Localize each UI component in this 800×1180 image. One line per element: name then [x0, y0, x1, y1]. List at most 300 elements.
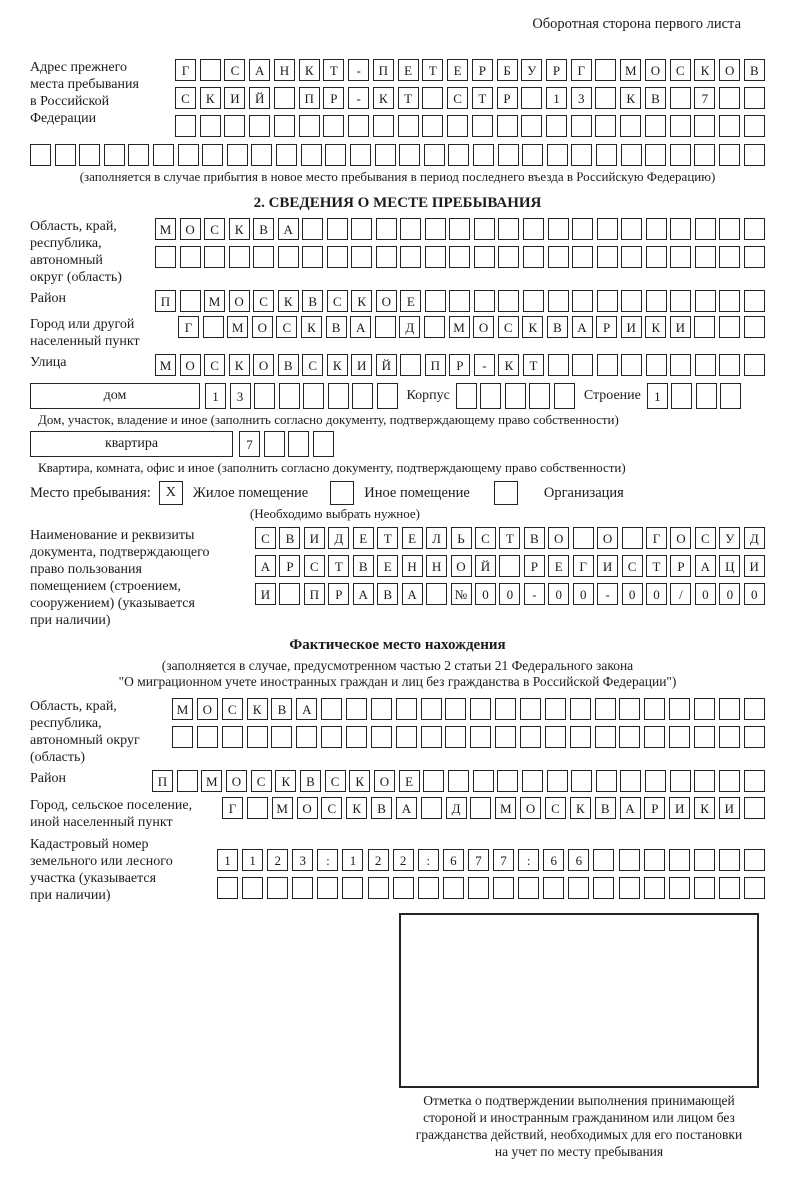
form-cell — [227, 144, 248, 166]
form-cell — [695, 290, 716, 312]
label-line: участка (указывается — [30, 871, 157, 886]
factual-city-label — [30, 797, 222, 831]
korpus-cells — [456, 383, 575, 409]
form-cell — [719, 354, 740, 376]
form-cell — [448, 144, 469, 166]
form-cell — [645, 115, 666, 137]
apartment-number-cells — [239, 431, 334, 457]
form-cell — [571, 144, 592, 166]
form-cell: В — [377, 583, 398, 605]
form-cell — [423, 770, 444, 792]
form-cell — [593, 849, 614, 871]
ownership-document-row-3 — [255, 583, 765, 605]
label-line: (область) — [30, 750, 86, 765]
form-cell: В — [595, 797, 616, 819]
form-cell — [472, 115, 493, 137]
factual-district-label: Район — [30, 771, 66, 786]
form-cell — [522, 144, 543, 166]
form-cell — [645, 770, 666, 792]
form-cell: М — [155, 218, 176, 240]
form-cell: - — [348, 59, 369, 81]
form-cell: - — [474, 354, 495, 376]
form-cell: С — [447, 87, 468, 109]
form-cell: К — [247, 698, 268, 720]
form-cell — [529, 383, 550, 409]
form-cell — [568, 877, 589, 899]
form-cell — [376, 218, 397, 240]
form-cell — [254, 383, 275, 409]
field-street — [30, 354, 765, 376]
form-cell — [719, 316, 740, 338]
form-cell — [696, 383, 717, 409]
form-cell — [595, 115, 616, 137]
form-cell: Ь — [451, 527, 472, 549]
form-cell — [744, 698, 765, 720]
form-cell — [398, 115, 419, 137]
label-line: земельного или лесного — [30, 854, 173, 869]
form-cell — [470, 698, 491, 720]
form-cell — [350, 144, 371, 166]
form-cell — [719, 290, 740, 312]
form-cell — [204, 246, 225, 268]
form-cell — [695, 218, 716, 240]
form-cell: 0 — [744, 583, 765, 605]
form-cell: К — [327, 354, 348, 376]
form-cell: О — [597, 527, 618, 549]
form-cell: К — [301, 316, 322, 338]
form-cell: К — [349, 770, 370, 792]
label-line: Город, сельское поселение, — [30, 798, 193, 813]
form-cell: Е — [377, 555, 398, 577]
form-cell — [670, 115, 691, 137]
form-cell — [264, 431, 285, 457]
form-cell: Г — [178, 316, 199, 338]
form-cell — [202, 144, 223, 166]
form-cell: 0 — [695, 583, 716, 605]
form-cell — [377, 383, 398, 409]
form-cell — [271, 726, 292, 748]
form-cell — [596, 144, 617, 166]
form-cell — [744, 316, 765, 338]
label-line: места пребывания — [30, 77, 139, 92]
form-cell — [197, 726, 218, 748]
form-cell: С — [304, 555, 325, 577]
form-cell — [421, 726, 442, 748]
form-cell: С — [545, 797, 566, 819]
form-cell: 7 — [239, 431, 260, 457]
form-cell — [595, 726, 616, 748]
form-cell — [79, 144, 100, 166]
form-cell — [548, 246, 569, 268]
form-cell: Г — [175, 59, 196, 81]
label-line: Область, край, — [30, 699, 117, 714]
form-cell — [497, 770, 518, 792]
form-cell: 0 — [573, 583, 594, 605]
form-cell: П — [155, 290, 176, 312]
previous-address-row-1 — [175, 59, 765, 81]
form-cell — [694, 770, 715, 792]
form-cell — [644, 877, 665, 899]
form-cell: Т — [646, 555, 667, 577]
form-cell — [619, 849, 640, 871]
form-cell: С — [276, 316, 297, 338]
form-cell: Е — [399, 770, 420, 792]
form-cell: У — [521, 59, 542, 81]
form-cell — [342, 877, 363, 899]
form-cell — [473, 770, 494, 792]
form-cell: Е — [402, 527, 423, 549]
form-cell: А — [350, 316, 371, 338]
region-row-2 — [155, 246, 765, 268]
form-cell: О — [253, 354, 274, 376]
form-cell — [523, 246, 544, 268]
form-cell: О — [297, 797, 318, 819]
form-cell — [229, 246, 250, 268]
apartment-type-box: квартира — [30, 431, 233, 457]
form-cell: К — [229, 354, 250, 376]
form-cell — [104, 144, 125, 166]
form-cell: : — [317, 849, 338, 871]
stay-place-label: Место пребывания: — [30, 484, 151, 501]
form-cell: В — [253, 218, 274, 240]
form-cell: Р — [644, 797, 665, 819]
form-cell: 3 — [230, 383, 251, 409]
form-cell — [400, 246, 421, 268]
form-cell: В — [278, 354, 299, 376]
form-cell — [313, 431, 334, 457]
form-cell: 7 — [694, 87, 715, 109]
form-cell: Ц — [719, 555, 740, 577]
checkbox-residential: X — [159, 481, 183, 505]
form-cell: М — [204, 290, 225, 312]
form-cell: О — [252, 316, 273, 338]
form-cell: Р — [328, 583, 349, 605]
label-line: Адрес прежнего — [30, 60, 127, 75]
factual-city-row — [222, 797, 765, 819]
previous-address-note: (заполняется в случае прибытия в новое место пребывания в период последнего въезда в Российскую Федерацию) — [79, 169, 716, 184]
form-cell — [373, 115, 394, 137]
label-line: республика, — [30, 236, 102, 251]
form-cell: - — [597, 583, 618, 605]
form-cell — [396, 698, 417, 720]
form-cell: О — [670, 527, 691, 549]
form-cell — [547, 770, 568, 792]
field-region — [30, 218, 765, 286]
form-cell — [418, 877, 439, 899]
form-cell — [376, 246, 397, 268]
form-cell: Т — [377, 527, 398, 549]
form-cell: К — [694, 797, 715, 819]
form-cell: В — [547, 316, 568, 338]
form-cell: А — [249, 59, 270, 81]
form-cell — [495, 698, 516, 720]
form-cell: М — [172, 698, 193, 720]
region-row-1 — [155, 218, 765, 240]
form-cell: К — [299, 59, 320, 81]
form-cell: О — [374, 770, 395, 792]
form-cell: Д — [328, 527, 349, 549]
form-cell — [424, 144, 445, 166]
form-cell — [375, 316, 396, 338]
form-cell — [267, 877, 288, 899]
street-row — [155, 354, 765, 376]
form-cell: Й — [376, 354, 397, 376]
form-cell — [694, 144, 715, 166]
form-cell: В — [271, 698, 292, 720]
form-cell: К — [570, 797, 591, 819]
form-cell — [669, 726, 690, 748]
cadastral-number-label — [30, 836, 217, 904]
house-number-cells — [205, 383, 398, 409]
form-cell — [695, 354, 716, 376]
form-cell — [299, 115, 320, 137]
form-cell: О — [548, 527, 569, 549]
form-cell: П — [304, 583, 325, 605]
form-cell: Е — [353, 527, 374, 549]
form-cell — [498, 246, 519, 268]
form-cell — [694, 316, 715, 338]
form-cell — [399, 144, 420, 166]
form-cell — [620, 770, 641, 792]
previous-address-row-2 — [175, 87, 765, 109]
stroenie-cells — [647, 383, 742, 409]
option-other-premises-label: Иное помещение — [364, 484, 470, 501]
stay-place-note: (Необходимо выбрать нужное) — [249, 506, 421, 521]
form-cell: С — [622, 555, 643, 577]
form-cell — [499, 555, 520, 577]
form-cell: Б — [497, 59, 518, 81]
label-line: автономный — [30, 253, 103, 268]
form-cell — [621, 354, 642, 376]
form-cell: 7 — [493, 849, 514, 871]
form-cell: Р — [670, 555, 691, 577]
form-cell — [644, 849, 665, 871]
form-cell — [249, 115, 270, 137]
form-cell: Г — [573, 555, 594, 577]
form-cell — [473, 144, 494, 166]
form-cell: В — [302, 290, 323, 312]
form-cell — [670, 87, 691, 109]
form-cell — [217, 877, 238, 899]
house-row — [30, 383, 765, 409]
form-cell — [719, 726, 740, 748]
form-cell: А — [353, 583, 374, 605]
form-cell — [302, 218, 323, 240]
form-cell — [646, 354, 667, 376]
form-cell: В — [371, 797, 392, 819]
form-cell — [247, 726, 268, 748]
form-cell: Т — [398, 87, 419, 109]
form-cell: 2 — [267, 849, 288, 871]
form-cell — [596, 770, 617, 792]
form-cell: О — [229, 290, 250, 312]
form-cell: : — [418, 849, 439, 871]
form-cell: М — [155, 354, 176, 376]
form-cell — [253, 246, 274, 268]
form-cell: № — [451, 583, 472, 605]
form-cell — [480, 383, 501, 409]
form-cell — [597, 354, 618, 376]
form-cell — [744, 770, 765, 792]
form-cell — [597, 290, 618, 312]
form-cell: А — [296, 698, 317, 720]
page-header: Оборотная сторона первого листа — [532, 16, 741, 32]
form-cell — [276, 144, 297, 166]
form-cell: С — [204, 218, 225, 240]
form-cell: М — [620, 59, 641, 81]
form-cell — [421, 797, 442, 819]
form-cell — [30, 144, 51, 166]
form-cell: С — [302, 354, 323, 376]
form-cell — [571, 770, 592, 792]
form-cell: 0 — [719, 583, 740, 605]
form-cell: У — [719, 527, 740, 549]
form-cell — [646, 246, 667, 268]
label-line: при наличии) — [30, 613, 111, 628]
form-cell — [719, 849, 740, 871]
street-label: Улица — [30, 355, 67, 370]
form-cell — [371, 726, 392, 748]
form-cell — [744, 849, 765, 871]
form-cell: О — [197, 698, 218, 720]
form-cell — [200, 59, 221, 81]
form-cell: 6 — [543, 849, 564, 871]
form-cell: Г — [646, 527, 667, 549]
form-cell: 3 — [292, 849, 313, 871]
form-cell — [325, 144, 346, 166]
form-cell: В — [353, 555, 374, 577]
checkbox-organization — [494, 481, 518, 505]
form-cell — [670, 144, 691, 166]
form-cell — [351, 246, 372, 268]
form-cell: И — [304, 527, 325, 549]
form-cell — [548, 218, 569, 240]
form-cell — [595, 59, 616, 81]
district-row — [155, 290, 765, 312]
form-cell — [670, 218, 691, 240]
form-cell — [719, 144, 740, 166]
form-cell — [595, 87, 616, 109]
form-cell — [597, 218, 618, 240]
form-cell: - — [524, 583, 545, 605]
form-cell — [572, 218, 593, 240]
form-cell — [449, 290, 470, 312]
form-cell — [178, 144, 199, 166]
factual-region-row-2 — [172, 726, 765, 748]
form-cell: В — [326, 316, 347, 338]
form-cell: С — [175, 87, 196, 109]
form-cell: М — [449, 316, 470, 338]
field-previous-address — [30, 59, 765, 137]
form-cell — [744, 144, 765, 166]
form-cell: К — [620, 87, 641, 109]
form-cell: В — [645, 87, 666, 109]
form-cell — [670, 770, 691, 792]
form-cell: К — [278, 290, 299, 312]
form-cell — [443, 877, 464, 899]
form-cell — [719, 246, 740, 268]
form-cell — [175, 115, 196, 137]
form-cell — [203, 316, 224, 338]
form-cell: К — [522, 316, 543, 338]
form-cell — [744, 354, 765, 376]
factual-location-title: Фактическое место нахождения — [289, 637, 506, 653]
form-cell — [180, 246, 201, 268]
previous-address-label — [30, 59, 175, 127]
form-cell: О — [180, 218, 201, 240]
form-cell — [274, 115, 295, 137]
form-cell — [543, 877, 564, 899]
form-cell — [493, 877, 514, 899]
form-cell — [547, 144, 568, 166]
ownership-document-label — [30, 527, 255, 629]
form-cell: 6 — [568, 849, 589, 871]
form-cell — [55, 144, 76, 166]
form-cell — [548, 290, 569, 312]
form-cell: К — [346, 797, 367, 819]
form-cell: 0 — [475, 583, 496, 605]
form-cell — [292, 877, 313, 899]
label-line: Область, край, — [30, 219, 117, 234]
field-ownership-document — [30, 527, 765, 629]
form-cell — [371, 698, 392, 720]
form-cell — [548, 354, 569, 376]
form-cell: А — [396, 797, 417, 819]
form-cell — [520, 698, 541, 720]
label-line: при наличии) — [30, 888, 111, 903]
form-cell — [669, 877, 690, 899]
form-cell: 2 — [393, 849, 414, 871]
form-cell — [327, 218, 348, 240]
form-cell: Д — [399, 316, 420, 338]
form-cell — [669, 698, 690, 720]
form-cell — [744, 218, 765, 240]
form-cell: М — [272, 797, 293, 819]
form-cell: С — [325, 770, 346, 792]
form-cell — [351, 218, 372, 240]
form-cell: Р — [546, 59, 567, 81]
form-cell — [694, 726, 715, 748]
form-cell: С — [475, 527, 496, 549]
form-cell — [671, 383, 692, 409]
form-cell — [621, 290, 642, 312]
form-cell: А — [402, 583, 423, 605]
form-cell: С — [224, 59, 245, 81]
form-cell — [327, 246, 348, 268]
previous-address-overflow-row — [30, 144, 765, 166]
form-cell — [449, 246, 470, 268]
city-row — [178, 316, 765, 338]
form-cell: С — [498, 316, 519, 338]
form-cell: О — [376, 290, 397, 312]
label-line: гражданства действий, необходимых для его постановки — [415, 1127, 743, 1142]
form-cell — [744, 877, 765, 899]
form-cell — [498, 290, 519, 312]
form-cell — [719, 115, 740, 137]
field-district — [30, 290, 765, 312]
form-cell — [597, 246, 618, 268]
form-cell — [744, 246, 765, 268]
label-line: стороной и иностранным гражданином или лицом без — [423, 1110, 735, 1125]
form-cell — [278, 246, 299, 268]
form-cell: В — [524, 527, 545, 549]
form-cell: Т — [323, 59, 344, 81]
form-cell — [619, 726, 640, 748]
form-cell — [296, 726, 317, 748]
form-cell — [619, 698, 640, 720]
form-cell — [448, 770, 469, 792]
form-cell — [670, 290, 691, 312]
